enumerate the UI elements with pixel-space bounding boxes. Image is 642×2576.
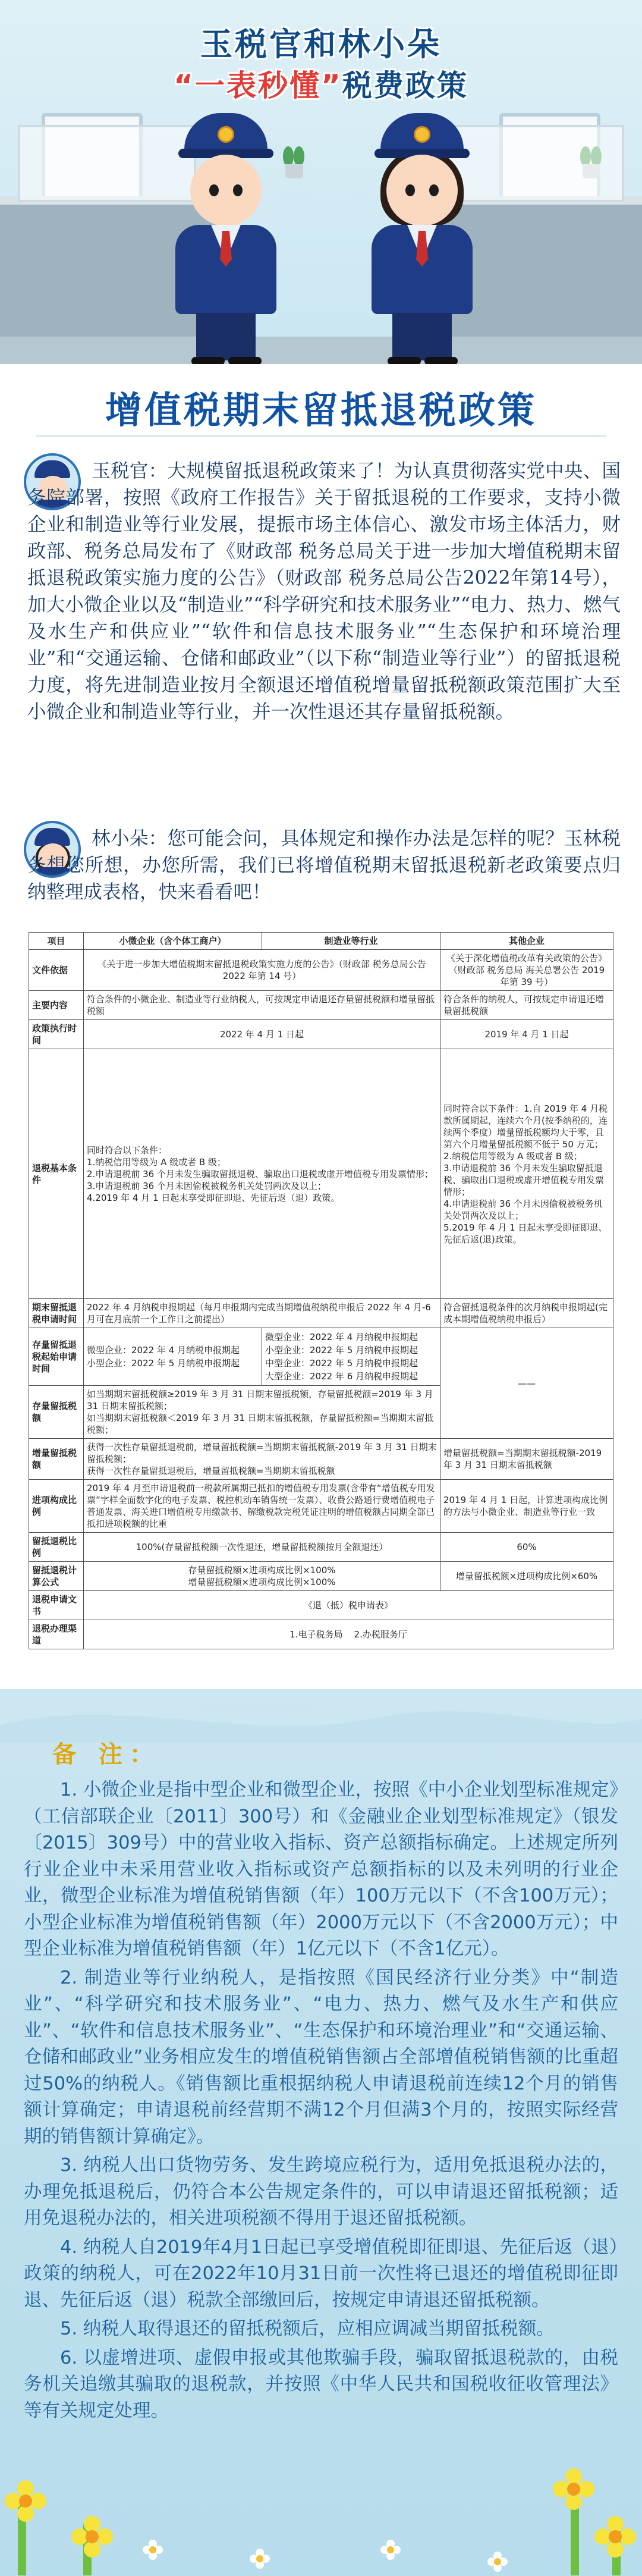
- cell-new-policy: 同时符合以下条件： 1.纳税信用等级为 A 级或者 B 级； 2.申请退税前 36 个月未发生骗取留抵退税、骗取出口退税或虚开增值税专用发票情形； 3.申请退税前 36 个月未因偷税被税务机关处罚两次及以上； 4.2019 年 4 月 1 日起未享受即征即退、先征后返（退）政策。: [84, 1049, 440, 1299]
- start-time-large: 大型企业：2022 年 6 月纳税申报期起: [265, 1371, 418, 1382]
- note-item: 6. 以虚增进项、虚假申报或其他欺骗手段，骗取留抵退税款的，由税务机关追缴其骗取的退税款，并按照《中华人民共和国税收征收管理法》等有关规定处理。: [24, 2347, 618, 2421]
- flower-decoration: [594, 2516, 636, 2558]
- cell-other-policy: ——: [440, 1328, 613, 1439]
- flower-decoration: [553, 2468, 594, 2510]
- start-time-medium: 中型企业：2022 年 5 月纳税申报期起: [265, 1358, 418, 1369]
- row-label: 增量留抵税额: [29, 1439, 84, 1480]
- banner-highlight: 一表秒懂: [195, 68, 321, 103]
- note-item: 3. 纳税人出口货物劳务、发生跨境应税行为，适用免抵退税办法的，办理免抵退税后，仍符合本公告规定条件的，可以申请退还留抵税额；适用免退税办法的，相关进项税额不得用于退还留抵税额。: [24, 2155, 618, 2229]
- header-item: 项目: [29, 933, 84, 950]
- cell-new-policy: 2019 年 4 月至申请退税前一税款所属期已抵扣的增值税专用发票(含带有“增值税专用发票”字样全面数字化的电子发票、税控机动车销售统一发票）、收费公路通行费增值税电子普通发票、海关进口增值税专用缴款书、解缴税款完税凭证注明的增值税额占同期全部已抵扣进项税额的比重: [84, 1480, 440, 1533]
- cell-new-policy: 如当期期末留抵税额≥2019 年 3 月 31 日期末留抵税额，存量留抵税额=2019 年 3 月 31 日期末留抵税额； 如当期期末留抵税额＜2019 年 3 月 31 日期末留抵税额，存量留抵税额=当期期末留抵税额；: [84, 1386, 440, 1439]
- table-row: [29, 1620, 613, 1649]
- start-time-micro: 微型企业：2022 年 4 月纳税申报期起: [87, 1345, 240, 1356]
- flower-decoration: [71, 2516, 113, 2558]
- lin-dialogue-text: 您可能会问，具体规定和操作办法是怎样的呢？玉林税务想您所想，办您所需，我们已将增值税期末留抵退税新老政策要点归纳整理成表格，快来看看吧！: [27, 828, 621, 903]
- cell-small-micro: [84, 1328, 262, 1386]
- small-flower-decoration: [250, 2549, 270, 2569]
- notes-list: [24, 1777, 618, 2427]
- small-flower-decoration: [143, 2540, 163, 2560]
- flower-decoration: [5, 2480, 46, 2522]
- table-row: [29, 1049, 613, 1299]
- cell-new-policy: 获得一次性存量留抵退税前，增量留抵税额=当期期末留抵税额-2019 年 3 月 31 日期末留抵税额； 获得一次性存量留抵退税后，增量留抵税额=当期期末留抵税额: [84, 1439, 440, 1480]
- table-row: [29, 1533, 613, 1562]
- note-item: 4. 纳税人自2019年4月1日起已享受增值税即征即退、先征后返（退）政策的纳税人，可在2022年10月31日前一次性将已退还的增值税即征即退、先征后返（退）税款全部缴回后，按规定申请退还留抵税额。: [24, 2236, 618, 2311]
- table-row: [29, 1020, 613, 1049]
- table-row: [29, 1480, 613, 1533]
- table-row: [29, 1328, 613, 1386]
- row-label: 存量留抵税额: [29, 1386, 84, 1439]
- note-item: 1. 小微企业是指中型企业和微型企业，按照《中小企业划型标准规定》（工信部联企业〔2011〕300号）和《金融业企业划型标准规定》（银发〔2015〕309号）中的营业收入指标、资产总额指标确定。上述规定所列行业企业中未采用营业收入指标或资产总额指标的以及未列明的行业企业，微型企业标准为增值税销售额（年）100万元以下（不含100万元）；小型企业标准为增值税销售额（年）2000万元以下（不含2000万元）；中型企业标准为增值税销售额（年）1亿元以下（不含1亿元）。: [24, 1780, 618, 1959]
- header-banner: [0, 0, 642, 364]
- cell-other-policy: 增量留抵税额×进项构成比例×60%: [440, 1562, 613, 1591]
- row-label: 留抵退税计算公式: [29, 1562, 84, 1591]
- banner-subtitle: [0, 62, 642, 105]
- cell-other-policy: 同时符合以下条件：1.自 2019 年 4 月税款所属期起，连续六个月(按季纳税的，连续两个季度）增量留抵税额均大于零，且第六个月增量留抵税额不低于 50 万元； 2.纳税信用等级为 A 级或者 B 级； 3.申请退税前 36 个月未发生骗取留抵退税、骗取出口退税或虚开增值税专用发票情形； 4.申请退税前 36 个月未因偷税被税务机关处罚两次及以上； 5.2019 年 4 月 1 日起未享受即征即退、先征后返(退)政策。: [440, 1049, 613, 1299]
- officer-yu-illustration: [149, 89, 303, 364]
- row-label: 退税申请文书: [29, 1591, 84, 1620]
- start-time-small: 小型企业：2022 年 5 月纳税申报期起: [87, 1358, 240, 1369]
- notes-heading: 备 注：: [52, 1741, 160, 1768]
- lin-speaker: 林小朵：: [92, 828, 168, 849]
- cell-all: 1.电子税务局 2.办税服务厅: [84, 1620, 613, 1649]
- cell-other-policy: 符合条件的纳税人，可按规定申请退还增量留抵税额: [440, 991, 613, 1020]
- banner-subtitle-rest: 税费政策: [342, 68, 468, 103]
- row-label: 政策执行时间: [29, 1020, 84, 1049]
- cell-new-policy: 《关于进一步加大增值税期末留抵退税政策实施力度的公告》（财政部 税务总局公告 2022 年第 14 号）: [84, 950, 440, 991]
- table-row: [29, 1299, 613, 1328]
- cell-new-policy: 2022 年 4 月 1 日起: [84, 1020, 440, 1049]
- row-label: 留抵退税比例: [29, 1533, 84, 1562]
- yu-speaker: 玉税官：: [92, 460, 168, 482]
- policy-comparison-table: [29, 932, 613, 1649]
- start-time-small: 小型企业：2022 年 5 月纳税申报期起: [265, 1345, 418, 1356]
- header-manufacturing: 制造业等行业: [262, 933, 440, 950]
- page-title: 增值税期末留抵退税政策: [105, 388, 537, 432]
- table-row: [29, 1439, 613, 1480]
- row-label: 主要内容: [29, 991, 84, 1020]
- cell-other-policy: 60%: [440, 1533, 613, 1562]
- header-small-micro: 小微企业（含个体工商户）: [84, 933, 262, 950]
- cell-new-policy: 100%(存量留抵税额一次性退还，增量留抵税额按月全额退还）: [84, 1533, 440, 1562]
- row-label: 进项构成比例: [29, 1480, 84, 1533]
- row-label: 退税基本条件: [29, 1049, 84, 1299]
- cell-new-policy: 符合条件的小微企业、制造业等行业纳税人，可按规定申请退还存量留抵税额和增量留抵税额: [84, 991, 440, 1020]
- cell-new-policy: 存量留抵税额×进项构成比例×100% 增量留抵税额×进项构成比例×100%: [84, 1562, 440, 1591]
- cell-all: 《退（抵）税申请表》: [84, 1591, 613, 1620]
- small-flower-decoration: [380, 2540, 401, 2560]
- row-label: 文件依据: [29, 950, 84, 991]
- yu-dialogue-text: 大规模留抵退税政策来了！为认真贯彻落实党中央、国务院部署，按照《政府工作报告》关于留抵退税的工作要求，支持小微企业和制造业等行业发展，提振市场主体信心、激发市场主体活力，财政部、税务总局发布了《财政部 税务总局关于进一步加大增值税期末留抵退税政策实施力度的公告》（财政部 税务总局公告2022年第14号），加大小微企业以及“制造业”“科学研究和技术服务业”“电力、热力、燃气及水生产和供应业”“软件和信息技术服务业”“生态保护和环境治理业”和“交通运输、仓储和邮政业”（以下称“制造业等行业”）的留抵退税力度，将先进制造业按月全额退还增值税增量留抵税额政策范围扩大至小微企业和制造业等行业，并一次性退还其存量留抵税额。: [27, 460, 621, 723]
- cell-other-policy: 《关于深化增值税改革有关政策的公告》（财政部 税务总局 海关总署公告 2019 年第 39 号）: [440, 950, 613, 991]
- table-row: [29, 950, 613, 991]
- banner-quote-close: ”: [321, 68, 342, 103]
- table-row: [29, 991, 613, 1020]
- banner-quote-open: “: [174, 68, 195, 103]
- small-flower-decoration: [487, 2552, 508, 2572]
- header-other: 其他企业: [440, 933, 613, 950]
- notes-wave-decoration: [0, 1671, 642, 1743]
- table-row: [29, 1562, 613, 1591]
- table-header-row: [29, 933, 613, 950]
- cell-manufacturing: [262, 1328, 440, 1386]
- cell-other-policy: 符合留抵退税条件的次月纳税申报期起(完成本期增值税纳税申报后）: [440, 1299, 613, 1328]
- officer-lin-illustration: [345, 89, 499, 364]
- cell-new-policy: 2022 年 4 月纳税申报期起（每月申报期内完成当期增值税纳税申报后 2022 年 4 月-6 月可在月底前一个工作日之前提出）: [84, 1299, 440, 1328]
- note-item: 5. 纳税人取得退还的留抵税额后，应相应调减当期留抵税额。: [60, 2318, 555, 2339]
- start-time-micro: 微型企业：2022 年 4 月纳税申报期起: [265, 1332, 418, 1342]
- table-row: [29, 1591, 613, 1620]
- cell-other-policy: 2019 年 4 月 1 日起: [440, 1020, 613, 1049]
- title-divider: [36, 435, 606, 437]
- note-item: 2. 制造业等行业纳税人，是指按照《国民经济行业分类》中“制造业”、“科学研究和技术服务业”、“电力、热力、燃气及水生产和供应业”、“软件和信息技术服务业”、“生态保护和环境治理业”和“交通运输、仓储和邮政业”业务相应发生的增值税销售额占全部增值税销售额的比重超过50%的纳税人。《销售额比重根据纳税人申请退税前连续12个月的销售额计算确定；申请退税前经营期不满12个月但满3个月的，按照实际经营期的销售额计算确定》。: [24, 1967, 618, 2147]
- lin-dialogue: [27, 826, 621, 906]
- floor: [0, 337, 642, 364]
- row-label: 存量留抵退税起始申请时间: [29, 1328, 84, 1386]
- row-label: 退税办理渠道: [29, 1620, 84, 1649]
- cell-other-policy: 增量留抵税额=当期期末留抵税额-2019 年 3 月 31 日期末留抵税额: [440, 1439, 613, 1480]
- banner-title: 玉税官和林小朵: [200, 26, 442, 63]
- row-label: 期末留抵退税申请时间: [29, 1299, 84, 1328]
- cell-other-policy: 2019 年 4 月 1 日起，计算进项构成比例的方法与小微企业、制造业等行业一致: [440, 1480, 613, 1533]
- yu-dialogue: [27, 458, 621, 726]
